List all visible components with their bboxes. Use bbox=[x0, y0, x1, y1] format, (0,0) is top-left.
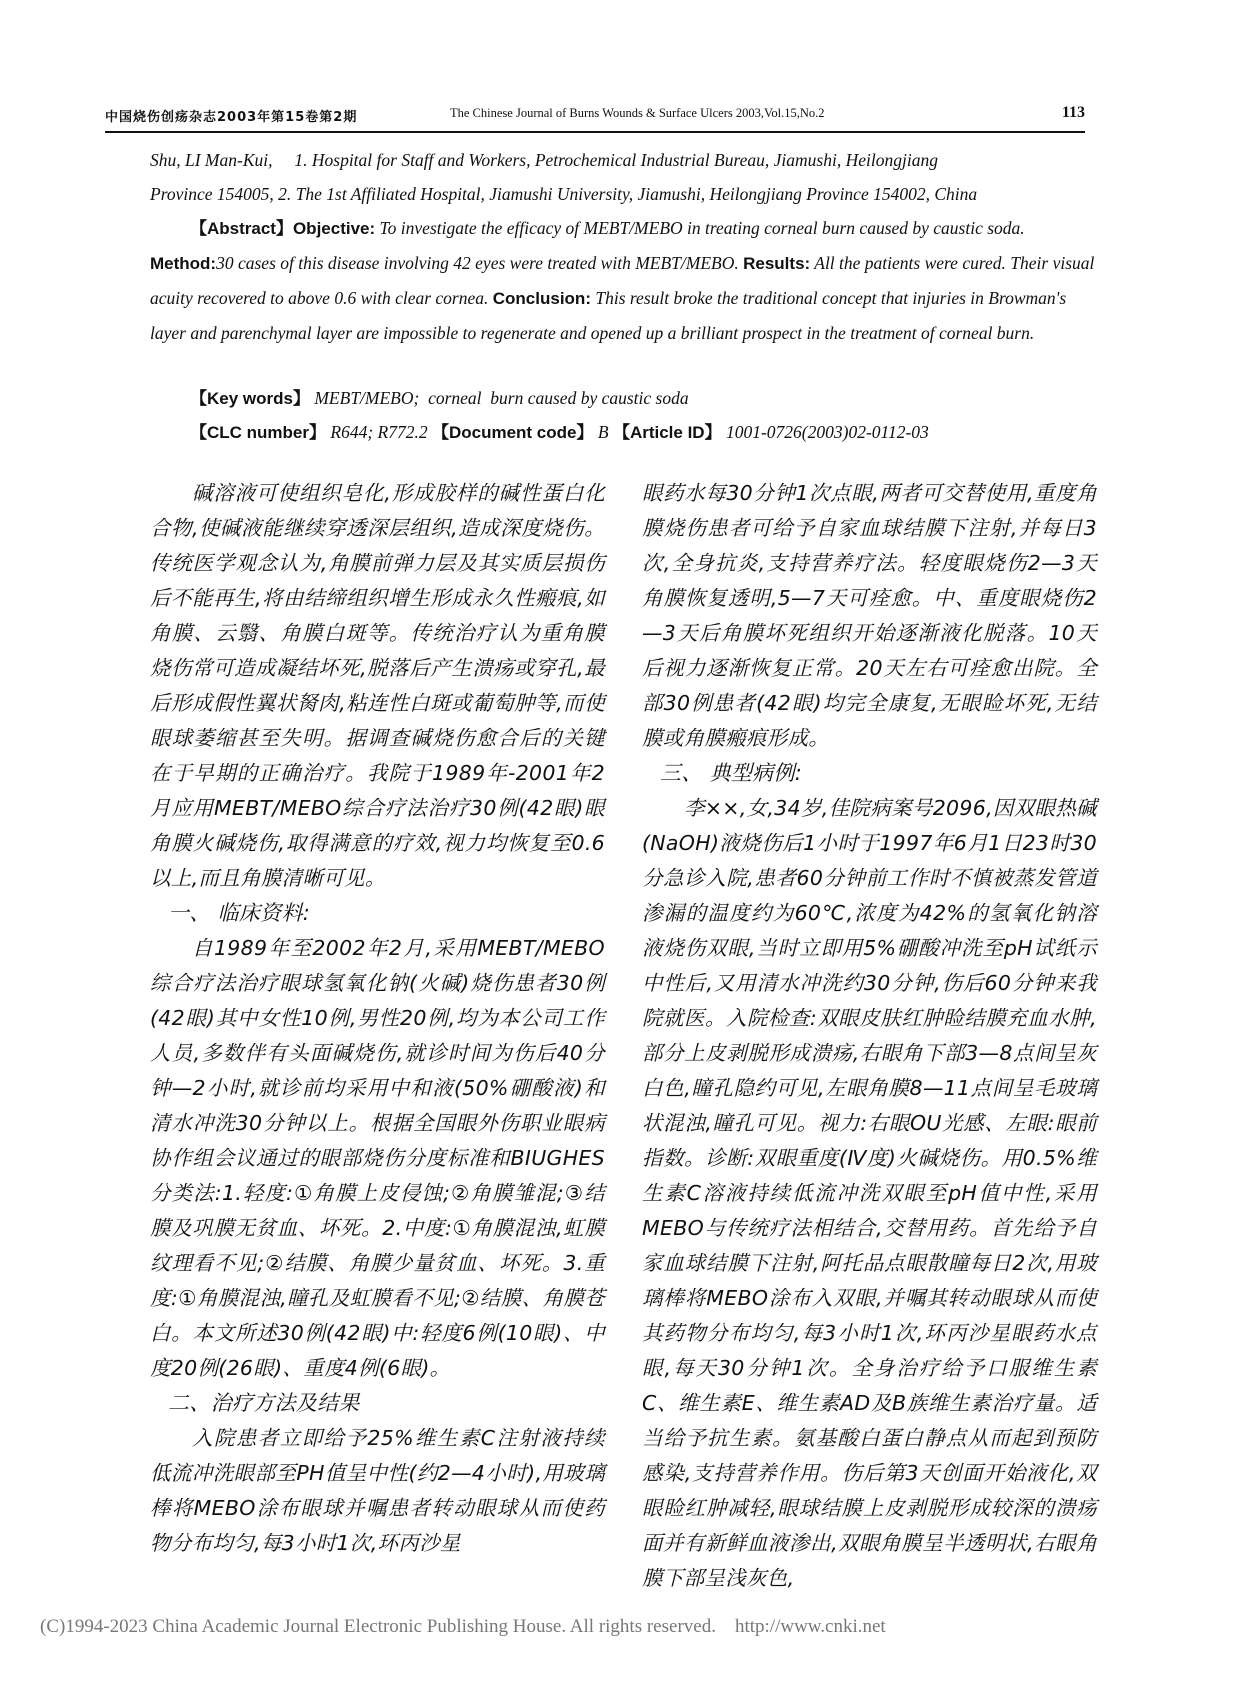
treatment-continued-paragraph: 眼药水每30分钟1次点眼,两者可交替使用,重度角膜烧伤患者可给予自家血球结膜下注射,并每日3次,全身抗炎,支持营养疗法。轻度眼烧伤2—3天角膜恢复透明,5—7天可痊愈。中、重度眼烧伤2—3天后角膜坏死组织开始逐渐液化脱落。10天后视力逐渐恢复正常。20天左右可痊愈出院。全部30例患者(42眼)均完全康复,无眼睑坏死,无结膜或角膜瘢痕形成。 bbox=[642, 481, 1097, 750]
affiliation-line-2: Province 154005, 2. The 1st Affiliated Hospital, Jiamushi University, Jiamushi, Heilongjiang Province 154002, China bbox=[150, 184, 978, 204]
abstract bbox=[150, 211, 1100, 350]
header-rule bbox=[105, 131, 1085, 133]
document-code-label: 【Document code】 bbox=[431, 423, 594, 442]
section-heading-clinical: 一、 临床资料: bbox=[168, 901, 311, 925]
page-number: 113 bbox=[1061, 104, 1085, 121]
body-right-column bbox=[642, 476, 1097, 1596]
case-paragraph: 李××,女,34岁,佳院病案号2096,因双眼热碱(NaOH)液烧伤后1小时于1997年6月1日23时30分急诊入院,患者60分钟前工作时不慎被蒸发管道渗漏的温度约为60℃,浓度为42%的氢氧化钠溶液烧伤双眼,当时立即用5%硼酸冲洗至pH试纸示中性后,又用清水冲洗约30分钟,伤后60分钟来我院就医。入院检查:双眼皮肤红肿睑结膜充血水肿,部分上皮剥脱形成溃疡,右眼角下部3—8点间呈灰白色,瞳孔隐约可见,左眼角膜8—11点间呈毛玻璃状混浊,瞳孔可见。视力:右眼OU光感、左眼:眼前指数。诊断:双眼重度(Ⅳ度)火碱烧伤。用0.5%维生素C溶液持续低流冲洗双眼至pH值中性,采用MEBO与传统疗法相结合,交替用药。首先给予自家血球结膜下注射,阿托品点眼散瞳每日2次,用玻璃棒将MEBO涂布入双眼,并嘱其转动眼球从而使其药物分布均匀,每3小时1次,环丙沙星眼药水点眼,每天30分钟1次。全身治疗给予口服维生素C、维生素E、维生素AD及B族维生素治疗量。适当给予抗生素。氨基酸白蛋白静点从而起到预防感染,支持营养作用。伤后第3天创面开始液化,双眼睑红肿减轻,眼球结膜上皮剥脱形成较深的溃疡面并有新鲜血液渗出,双眼角膜呈半透明状,右眼角膜下部呈浅灰色, bbox=[642, 796, 1097, 1590]
section-heading-treatment: 二、治疗方法及结果 bbox=[168, 1391, 360, 1415]
affiliation-line-1: Shu, LI Man-Kui, 1. Hospital for Staff and Workers, Petrochemical Industrial Bureau, Jiamushi, Heilongjiang bbox=[150, 150, 938, 170]
keywords-text: MEBT/MEBO; corneal burn caused by caustic soda bbox=[314, 388, 689, 408]
method-label: Method: bbox=[150, 254, 217, 273]
clinical-paragraph: 自1989年至2002年2月,采用MEBT/MEBO综合疗法治疗眼球氢氧化钠(火碱)烧伤患者30例(42眼)其中女性10例,男性20例,均为本公司工作人员,多数伴有头面碱烧伤,就诊时间为伤后40分钟—2小时,就诊前均采用中和液(50%硼酸液)和清水冲洗30分钟以上。根据全国眼外伤职业眼病协作组会议通过的眼部烧伤分度标准和BIUGHES分类法:1.轻度:①角膜上皮侵蚀;②角膜雏混;③结膜及巩膜无贫血、坏死。2.中度:①角膜混浊,虹膜纹理看不见;②结膜、角膜少量贫血、坏死。3.重度:①角膜混浊,瞳孔及虹膜看不见;②结膜、角膜苍白。本文所述30例(42眼)中:轻度6例(10眼)、中度20例(26眼)、重度4例(6眼)。 bbox=[150, 936, 605, 1380]
article-id-value: 1001-0726(2003)02-0112-03 bbox=[725, 422, 929, 442]
intro-paragraph: 碱溶液可使组织皂化,形成胶样的碱性蛋白化合物,使碱液能继续穿透深层组织,造成深度烧伤。传统医学观念认为,角膜前弹力层及其实质层损伤后不能再生,将由结缔组织增生形成永久性瘢痕,如角膜、云翳、角膜白斑等。传统治疗认为重角膜烧伤常可造成凝结坏死,脱落后产生溃疡或穿孔,最后形成假性翼状胬肉,粘连性白斑或葡萄肿等,而使眼球萎缩甚至失明。据调查碱烧伤愈合后的关键在于早期的正确治疗。我院于1989年-2001年2月应用MEBT/MEBO综合疗法治疗30例(42眼)眼角膜火碱烧伤,取得满意的疗效,视力均恢复至0.6以上,而且角膜清晰可见。 bbox=[150, 481, 605, 890]
body-left-column bbox=[150, 476, 605, 1561]
running-header bbox=[105, 100, 1085, 128]
journal-title-cn: 中国烧伤创疡杂志2003年第15卷第2期 bbox=[105, 110, 358, 125]
journal-title-en: The Chinese Journal of Burns Wounds & Surface Ulcers 2003,Vol.15,No.2 bbox=[450, 106, 825, 120]
copyright-footer: (C)1994-2023 China Academic Journal Electronic Publishing House. All rights reserved. http://www.cnki.net bbox=[40, 1616, 886, 1637]
abstract-method: 30 cases of this disease involving 42 eyes were treated with MEBT/MEBO. bbox=[216, 253, 739, 273]
keywords bbox=[150, 381, 1100, 416]
abstract-label: 【Abstract】Objective: bbox=[190, 219, 376, 238]
abstract-results: All the patients were cured. Their visual acuity recovered to above 0.6 with clear cornea. bbox=[150, 253, 1095, 308]
document-code-value: B bbox=[597, 422, 609, 442]
abstract-conclusion: This result broke the traditional concept that injuries in Browman's layer and parenchymal layer are impossible to regenerate and opened up a brilliant prospect in the treatment of corneal burn. bbox=[150, 288, 1067, 343]
treatment-paragraph: 入院患者立即给予25%维生素C注射液持续低流冲洗眼部至PH值呈中性(约2—4小时),用玻璃棒将MEBO涂布眼球并嘱患者转动眼球从而使药物分布均匀,每3小时1次,环丙沙星 bbox=[150, 1426, 605, 1555]
keywords-label: 【Key words】 bbox=[190, 389, 310, 408]
results-label: Results: bbox=[743, 254, 811, 273]
clc-value: R644; R772.2 bbox=[330, 422, 428, 442]
conclusion-label: Conclusion: bbox=[492, 289, 591, 308]
article-id-label: 【Article ID】 bbox=[612, 423, 722, 442]
clc-label: 【CLC number】 bbox=[190, 423, 326, 442]
classification bbox=[150, 415, 1100, 450]
section-heading-case: 三、 典型病例: bbox=[660, 761, 803, 785]
affiliation bbox=[150, 143, 1100, 211]
abstract-objective: To investigate the efficacy of MEBT/MEBO in treating corneal burn caused by caustic soda. bbox=[379, 218, 1025, 238]
